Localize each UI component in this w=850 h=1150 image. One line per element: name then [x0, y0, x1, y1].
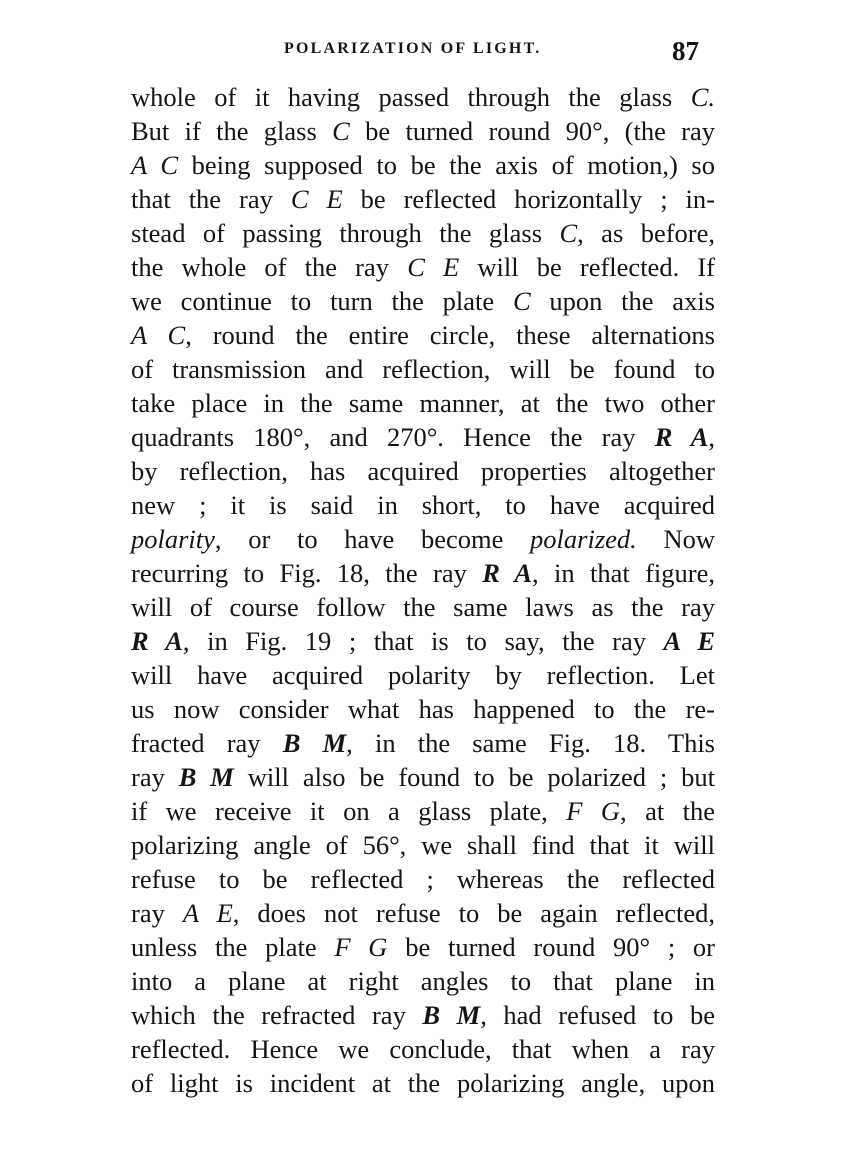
text-run: , in the same Fig. 18. This: [346, 728, 715, 758]
text-line: [131, 590, 715, 624]
text-run: we continue to turn the plate: [131, 286, 513, 316]
text-run: will be reflected. If: [459, 252, 715, 282]
text-run: will of course follow the same laws as the ray: [131, 592, 715, 622]
text-line: [131, 658, 715, 692]
emphasis-text: R A: [654, 422, 709, 452]
italic-text: polarity: [131, 524, 215, 554]
text-run: , in Fig. 19 ; that is to say, the ray: [182, 626, 664, 656]
text-run: of light is incident at the polarizing angle, upon: [131, 1068, 715, 1098]
text-run: But if the glass: [131, 116, 333, 146]
text-line: [131, 760, 715, 794]
text-run: of transmission and reflection, will be found to: [131, 354, 715, 384]
text-run: quadrants 180°, and 270°. Hence the ray: [131, 422, 655, 452]
text-line: [131, 114, 715, 148]
emphasis-text: B M: [282, 728, 347, 758]
text-run: , in that figure,: [532, 558, 716, 588]
emphasis-text: R A: [482, 558, 533, 588]
text-run: be reflected horizontally ; in-: [342, 184, 715, 214]
text-line: [131, 420, 715, 454]
text-line: [131, 522, 715, 556]
text-line: [131, 352, 715, 386]
body-text: [131, 80, 715, 1100]
italic-text: A C: [131, 320, 186, 350]
text-run: us now consider what has happened to the re-: [131, 694, 715, 724]
text-run: be turned round 90° ; or: [387, 932, 716, 962]
page-number: 87: [672, 36, 699, 66]
text-line: [131, 250, 715, 284]
text-run: , as before,: [577, 218, 715, 248]
emphasis-text: R A: [131, 626, 183, 656]
italic-text: C: [332, 116, 350, 146]
text-run: new ; it is said in short, to have acquired: [131, 490, 715, 520]
text-run: be turned round 90°, (the ray: [349, 116, 716, 146]
text-line: [131, 488, 715, 522]
text-run: , round the entire circle, these alternations: [185, 320, 715, 350]
text-run: recurring to Fig. 18, the ray: [131, 558, 483, 588]
emphasis-text: B M: [178, 762, 234, 792]
text-line: [131, 828, 715, 862]
italic-text: F G: [334, 932, 388, 962]
text-line: [131, 1032, 715, 1066]
text-run: unless the plate: [131, 932, 335, 962]
text-line: [131, 692, 715, 726]
text-line: [131, 1066, 715, 1100]
text-run: , does not refuse to be again reflected,: [232, 898, 715, 928]
text-run: will also be found to be polarized ; but: [233, 762, 715, 792]
running-title: POLARIZATION OF LIGHT.: [284, 40, 542, 57]
text-run: if we receive it on a glass plate,: [131, 796, 567, 826]
text-run: which the refracted ray: [131, 1000, 423, 1030]
text-run: will have acquired polarity by reflection. Let: [131, 660, 715, 690]
text-run: Now: [636, 524, 715, 554]
text-run: upon the axis: [530, 286, 715, 316]
text-line: [131, 216, 715, 250]
italic-text: C E: [290, 184, 343, 214]
italic-text: A C: [131, 150, 179, 180]
text-line: [131, 182, 715, 216]
text-run: stead of passing through the glass: [131, 218, 560, 248]
italic-text: polarized.: [530, 524, 637, 554]
text-run: whole of it having passed through the glass: [131, 82, 691, 112]
text-line: [131, 454, 715, 488]
text-line: [131, 896, 715, 930]
italic-text: C.: [690, 82, 715, 112]
text-run: being supposed to be the axis of motion,) so: [178, 150, 715, 180]
italic-text: A E: [182, 898, 233, 928]
italic-text: C E: [407, 252, 460, 282]
text-line: [131, 998, 715, 1032]
text-run: ray: [131, 762, 179, 792]
text-run: into a plane at right angles to that plane in: [131, 966, 715, 996]
text-run: , had refused to be: [480, 1000, 716, 1030]
text-run: ,: [708, 422, 715, 452]
text-run: fracted ray: [131, 728, 283, 758]
text-run: by reflection, has acquired properties altogether: [131, 456, 715, 486]
text-line: [131, 794, 715, 828]
text-line: [131, 624, 715, 658]
text-line: [131, 80, 715, 114]
emphasis-text: B M: [422, 1000, 481, 1030]
text-run: the whole of the ray: [131, 252, 408, 282]
italic-text: C: [559, 218, 578, 248]
text-run: that the ray: [131, 184, 291, 214]
running-head: [0, 36, 850, 70]
text-line: [131, 556, 715, 590]
text-run: refuse to be reflected ; whereas the reflected: [131, 864, 715, 894]
text-line: [131, 284, 715, 318]
text-run: reflected. Hence we conclude, that when a ray: [131, 1034, 715, 1064]
text-run: polarizing angle of 56°, we shall find that it will: [131, 830, 715, 860]
italic-text: C: [512, 286, 531, 316]
text-line: [131, 318, 715, 352]
text-run: ray: [131, 898, 183, 928]
italic-text: F G: [566, 796, 620, 826]
text-line: [131, 964, 715, 998]
text-run: , at the: [620, 796, 716, 826]
emphasis-text: A E: [663, 626, 715, 656]
text-line: [131, 862, 715, 896]
text-run: take place in the same manner, at the two other: [131, 388, 715, 418]
text-run: , or to have become: [214, 524, 531, 554]
text-line: [131, 930, 715, 964]
text-line: [131, 726, 715, 760]
text-line: [131, 148, 715, 182]
text-line: [131, 386, 715, 420]
